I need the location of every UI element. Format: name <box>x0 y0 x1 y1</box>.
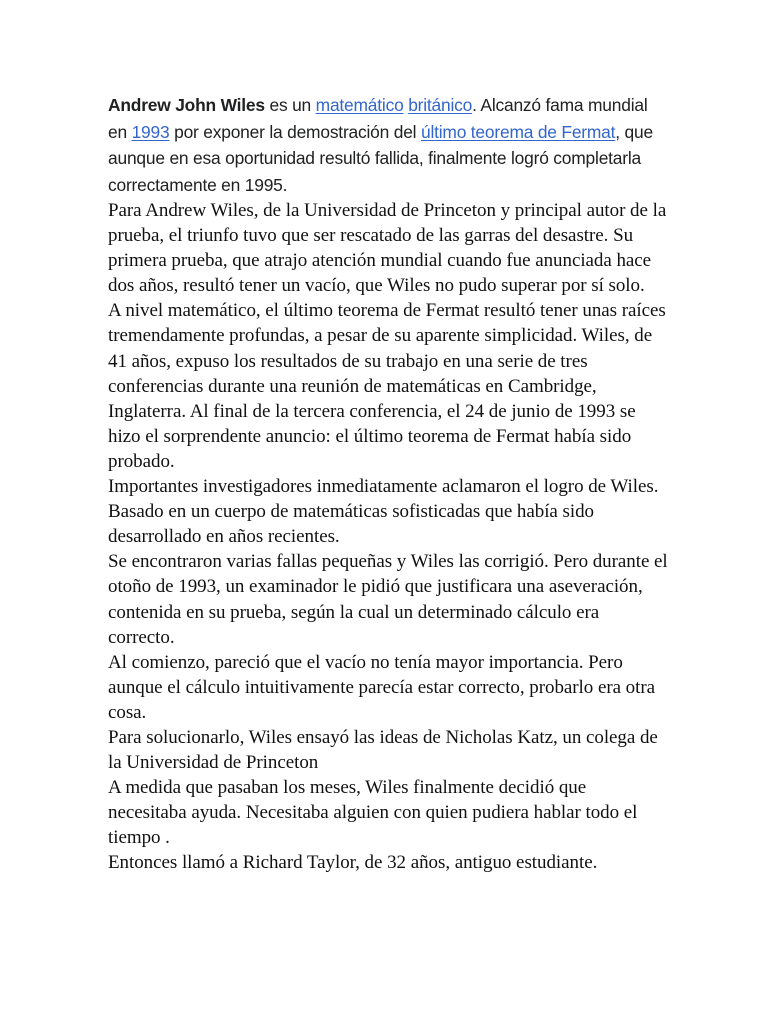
paragraph-taylor: Entonces llamó a Richard Taylor, de 32 años, antiguo estudiante. <box>108 852 598 874</box>
subject-name: Andrew John Wiles <box>108 95 265 115</box>
paragraph-investigadores: Importantes investigadores inmediatamente aclamaron el logro de Wiles. Basado en un cuerpo de matemáticas sofisticadas que había sido desarrollado en años recientes. <box>108 476 659 548</box>
paragraph-nivel-matematico: A nivel matemático, el último teorema de Fermat resultó tener unas raíces tremendamente profundas, a pesar de su aparente simplicidad. Wiles, de 41 años, expuso los resultados de su trabajo en una serie de tres conferencias durante una reunión de matemáticas en Cambridge, Inglaterra. Al final de la tercera conferencia, el 24 de junio de 1993 se hizo el sorprendente anuncio: el último teorema de Fermat había sido probado. <box>108 300 666 472</box>
document-page <box>108 92 668 876</box>
link-britanico[interactable]: británico <box>408 95 473 115</box>
paragraph-meses: A medida que pasaban los meses, Wiles finalmente decidió que necesitaba ayuda. Necesitaba alguien con quien pudiera hablar todo el tiempo . <box>108 777 638 849</box>
link-ultimo-teorema-de-fermat[interactable]: último teorema de Fermat <box>420 121 616 142</box>
paragraph-princeton: Para Andrew Wiles, de la Universidad de Princeton y principal autor de la prueba, el triunfo tuvo que ser rescatado de las garras del desastre. Su primera prueba, que atrajo atención mundial cuando fue anunciada hace dos años, resultó tener un vacío, que Wiles no pudo superar por sí solo. <box>108 200 667 297</box>
link-matematico[interactable]: matemático <box>315 95 404 115</box>
intro-paragraph: Andrew John Wiles es un matemático británico. Alcanzó fama mundial en 1993 por exponer la demostración del último teorema de Fermat, que aunque en esa oportunidad resultó fallida, finalmente logró completarla correctamente en 1995. <box>108 95 653 195</box>
paragraph-fallas: Se encontraron varias fallas pequeñas y Wiles las corrigió. Pero durante el otoño de 1993, un examinador le pidió que justificara una aseveración, contenida en su prueba, según la cual un determinado cálculo era correcto. <box>108 551 668 648</box>
paragraph-comienzo: Al comienzo, pareció que el vacío no tenía mayor importancia. Pero aunque el cálculo intuitivamente parecía estar correcto, probarlo era otra cosa. <box>108 651 656 723</box>
paragraph-katz: Para solucionarlo, Wiles ensayó las ideas de Nicholas Katz, un colega de la Universidad de Princeton <box>108 726 658 774</box>
link-1993[interactable]: 1993 <box>131 121 170 142</box>
